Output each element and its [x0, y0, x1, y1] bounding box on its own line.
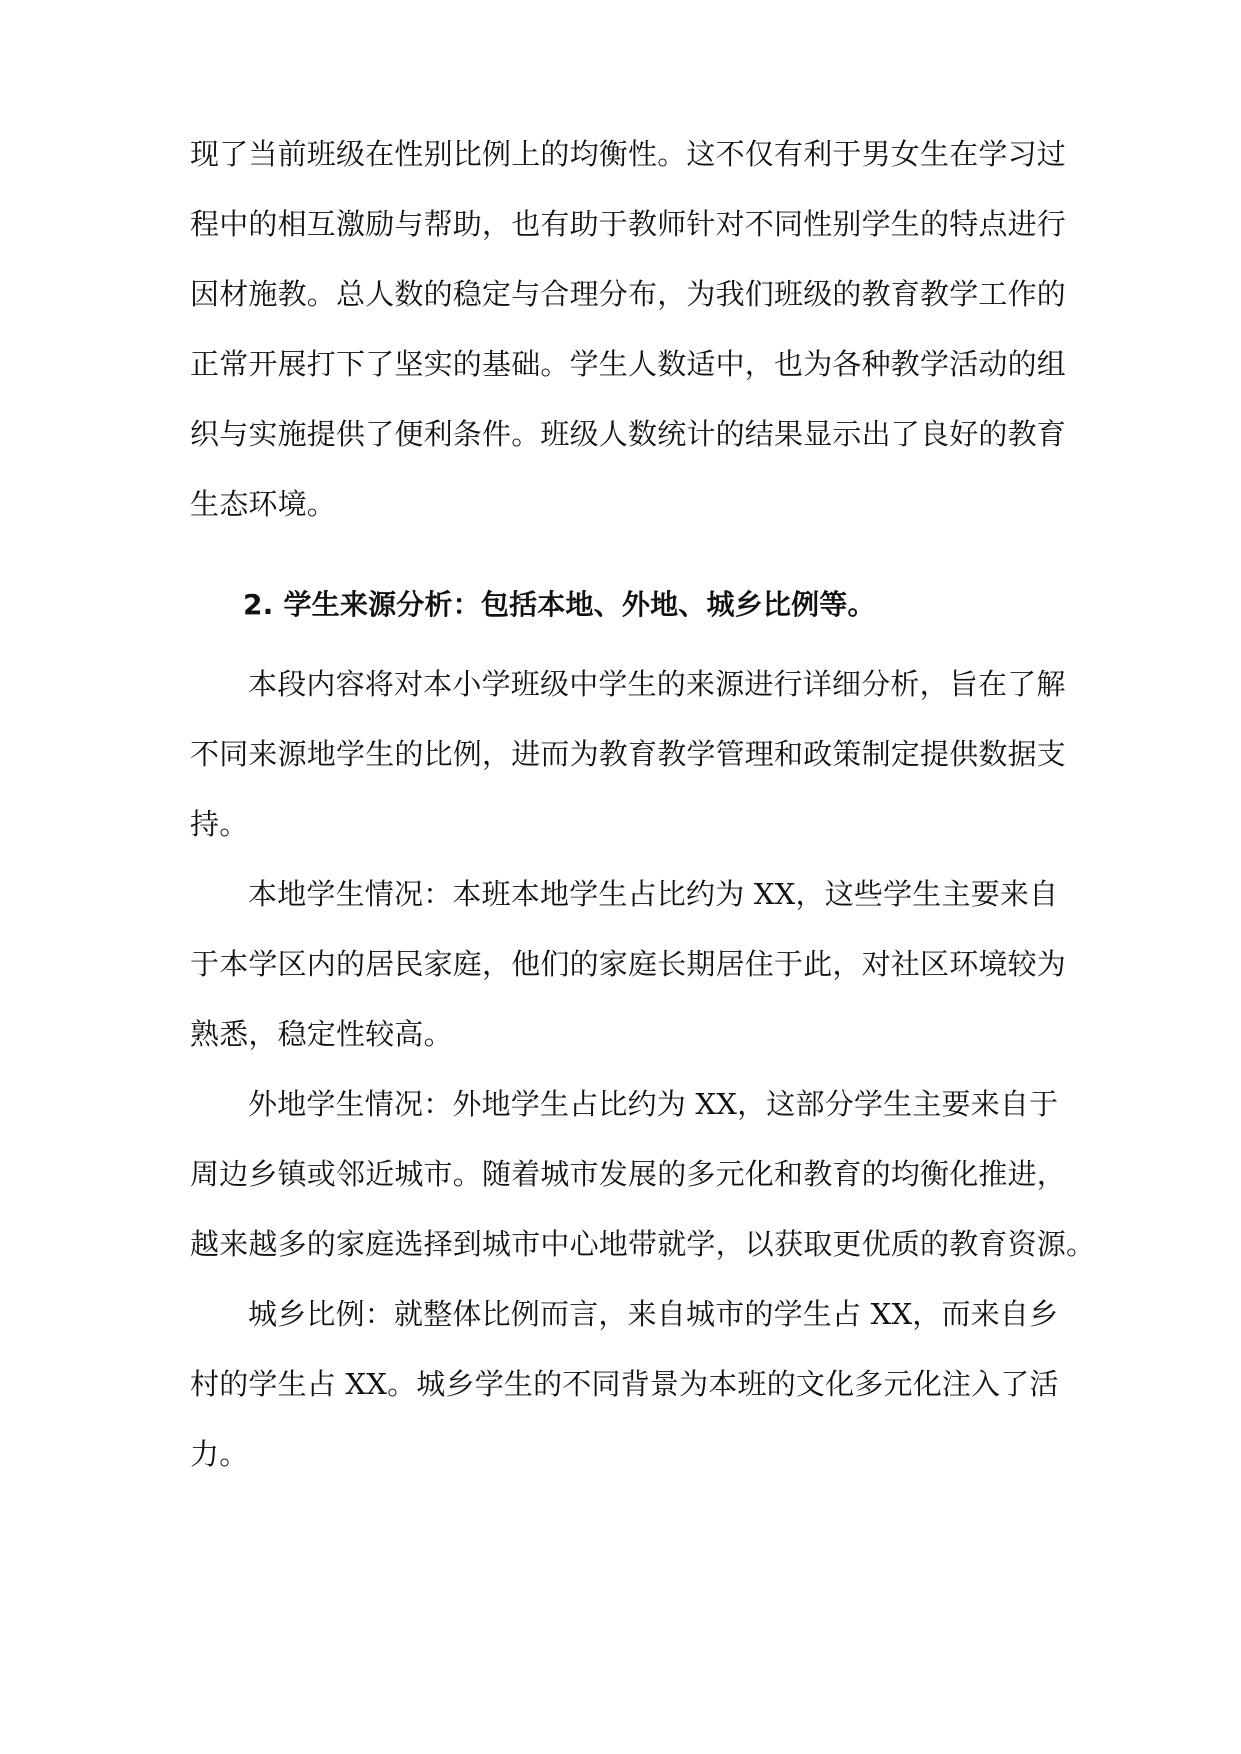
local-line-2: 于本学区内的居民家庭，他们的家庭长期居住于此，对社区环境较为	[190, 947, 1067, 981]
overview-line-3: 持。	[190, 807, 249, 841]
urban-rural-line-1: 城乡比例：就整体比例而言，来自城市的学生占 XX，而来自乡	[248, 1297, 1059, 1331]
nonlocal-line-2: 周边乡镇或邻近城市。随着城市发展的多元化和教育的均衡化推进，	[190, 1157, 1067, 1191]
local-line-1: 本地学生情况：本班本地学生占比约为 XX，这些学生主要来自	[248, 877, 1059, 911]
intro-line-2: 程中的相互激励与帮助，也有助于教师针对不同性别学生的特点进行	[190, 207, 1067, 241]
section-heading: 2. 学生来源分析：包括本地、外地、城乡比例等。	[243, 588, 876, 621]
local-line-3: 熟悉，稳定性较高。	[190, 1017, 453, 1051]
overview-line-1: 本段内容将对本小学班级中学生的来源进行详细分析，旨在了解	[248, 667, 1066, 701]
overview-line-2: 不同来源地学生的比例，进而为教育教学管理和政策制定提供数据支	[190, 737, 1067, 771]
intro-line-3: 因材施教。总人数的稳定与合理分布，为我们班级的教育教学工作的	[190, 277, 1067, 311]
nonlocal-line-1: 外地学生情况：外地学生占比约为 XX，这部分学生主要来自于	[248, 1087, 1059, 1121]
intro-line-1: 现了当前班级在性别比例上的均衡性。这不仅有利于男女生在学习过	[190, 137, 1067, 171]
intro-line-5: 织与实施提供了便利条件。班级人数统计的结果显示出了良好的教育	[190, 417, 1067, 451]
intro-line-4: 正常开展打下了坚实的基础。学生人数适中，也为各种教学活动的组	[190, 347, 1067, 381]
urban-rural-line-2: 村的学生占 XX。城乡学生的不同背景为本班的文化多元化注入了活	[190, 1367, 1059, 1401]
urban-rural-line-3: 力。	[190, 1437, 249, 1471]
nonlocal-line-3: 越来越多的家庭选择到城市中心地带就学，以获取更优质的教育资源。	[190, 1227, 1096, 1261]
intro-line-6: 生态环境。	[190, 487, 337, 521]
